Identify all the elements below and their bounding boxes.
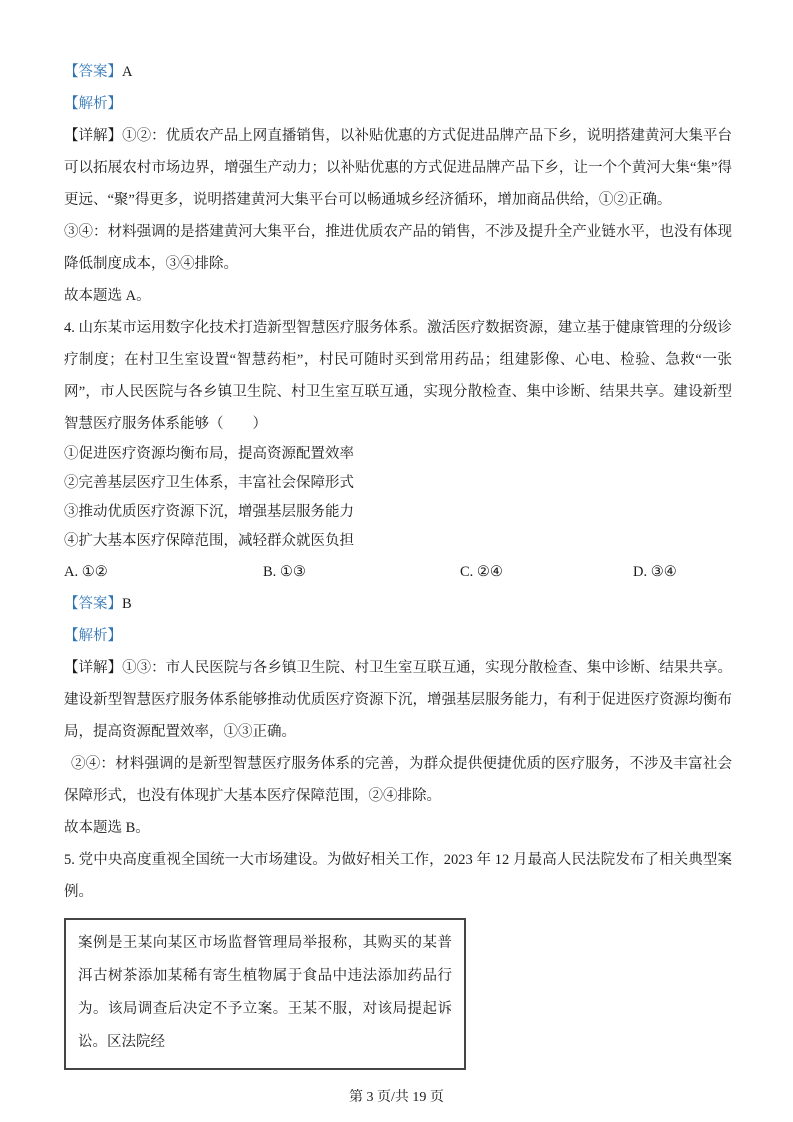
page-number-footer: 第 3 页/共 19 页	[349, 1090, 444, 1105]
question4-statement-3: ③推动优质医疗资源下沉，增强基层服务能力	[64, 504, 354, 520]
q4-answer-line	[64, 588, 732, 620]
q3-detail-main-text: ①②：优质农产品上网直播销售，以补贴优惠的方式促进品牌产品下乡，说明搭建黄河大集平台可以拓展农村市场边界，增强生产动力；以补贴优惠的方式促进品牌产品下乡，让一个个黄河大集“集”得更远、“聚”得更多，说明搭建黄河大集平台可以畅通城乡经济循环，增加商品供给，①②正确。	[64, 128, 733, 208]
question4-stem: 4. 山东某市运用数字化技术打造新型智慧医疗服务体系。激活医疗数据资源，建立基于健康管理的分级诊疗制度；在村卫生室设置“智慧药柜”，村民可随时买到常用药品；组建影像、心电、检验、急救“一张网”，市人民医院与各乡镇卫生院、村卫生室互联互通，实现分散检查、集中诊断、结果共享。建设新型智慧医疗服务体系能够（ ）	[64, 320, 732, 432]
question4-statement-4: ④扩大基本医疗保障范围，减轻群众就医负担	[64, 533, 354, 549]
q3-answer-value: A	[122, 64, 133, 80]
q3-conclusion: 故本题选 A。	[64, 288, 151, 304]
choice-c: C. ②④	[460, 564, 503, 580]
q4-detail-paragraph	[64, 652, 732, 748]
q4-detail-main-text: ①③：市人民医院与各乡镇卫生院、村卫生室互联互通，实现分散检查、集中诊断、结果共享。建设新型智慧医疗服务体系能够推动优质医疗资源下沉，增强基层服务能力，有利于促进医疗资源均衡布局，提高资源配置效率，①③正确。	[64, 660, 733, 740]
q3-analysis-line	[64, 88, 732, 120]
q3-detail-paragraph	[64, 120, 732, 216]
q4-detail-tag: 【详解】	[64, 660, 123, 676]
question5-stem: 5. 党中央高度重视全国统一大市场建设。为做好相关工作，2023 年 12 月最高人民法院发布了相关典型案例。	[64, 852, 732, 900]
question5-case-text: 案例是王某向某区市场监督管理局举报称，其购买的某普洱古树茶添加某稀有寄生植物属于食品中违法添加药品行为。该局调查后决定不予立案。王某不服，对该局提起诉讼。区法院经	[78, 935, 452, 1050]
q4-analysis-tag: 【解析】	[64, 628, 122, 644]
page-content	[64, 56, 732, 1070]
question4-statement-2: ②完善基层医疗卫生体系，丰富社会保障形式	[64, 475, 354, 491]
question4-statement-1: ①促进医疗资源均衡布局，提高资源配置效率	[64, 446, 354, 462]
q4-conclusion: 故本题选 B。	[64, 820, 150, 836]
choice-a: A. ①②	[64, 564, 108, 580]
choice-b: B. ①③	[263, 564, 306, 580]
q4-answer-value: B	[122, 596, 132, 612]
q3-analysis-tag: 【解析】	[64, 96, 122, 112]
question5-case-box	[64, 918, 466, 1070]
q4-detail-exclude-paragraph: ②④：材料强调的是新型智慧医疗服务体系的完善，为群众提供便捷优质的医疗服务，不涉及丰富社会保障形式，也没有体现扩大基本医疗保障范围，②④排除。	[64, 756, 732, 804]
question4-choices-row	[64, 556, 732, 588]
q4-analysis-line	[64, 620, 732, 652]
q3-answer-line	[64, 56, 732, 88]
q4-answer-tag: 【答案】	[64, 596, 122, 612]
q3-detail-tag: 【详解】	[64, 128, 123, 144]
q3-detail-exclude-paragraph: ③④：材料强调的是搭建黄河大集平台，推进优质农产品的销售，不涉及提升全产业链水平，也没有体现降低制度成本，③④排除。	[64, 224, 732, 272]
q3-answer-tag: 【答案】	[64, 64, 122, 80]
choice-d: D. ③④	[633, 564, 677, 580]
